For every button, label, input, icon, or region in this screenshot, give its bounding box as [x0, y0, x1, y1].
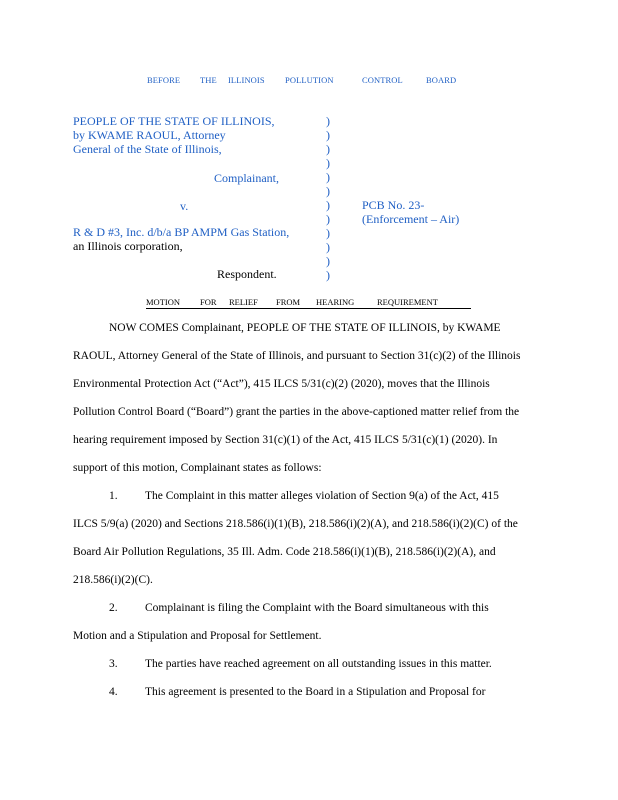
header-word: ILLINOIS: [228, 75, 265, 85]
body-line: 218.586(i)(2)(C).: [73, 574, 153, 586]
respondent-description: an Illinois corporation,: [73, 239, 183, 253]
header-word: BOARD: [426, 75, 457, 85]
body-line: RAOUL, Attorney General of the State of Illinois, and pursuant to Section 31(c)(2) of the Illinois: [73, 350, 521, 362]
motion-title-word: FROM: [276, 297, 301, 307]
body-line: The parties have reached agreement on all outstanding issues in this matter.: [145, 658, 492, 670]
body-line: Environmental Protection Act (“Act”), 415 ILCS 5/31(c)(2) (2020), moves that the Illinois: [73, 378, 490, 390]
caption-paren: ): [326, 142, 330, 156]
caption-paren: ): [326, 254, 330, 268]
motion-title-word: REQUIREMENT: [377, 297, 438, 307]
header-word: BEFORE: [147, 75, 181, 85]
caption-paren: ): [326, 198, 330, 212]
body-line: ILCS 5/9(a) (2020) and Sections 218.586(i)(1)(B), 218.586(i)(2)(A), and 218.586(i)(2)(C) of the: [73, 518, 518, 530]
caption-paren: ): [326, 268, 330, 282]
respondent-label: Respondent.: [217, 267, 277, 281]
case-number: PCB No. 23-: [362, 198, 425, 212]
plaintiff-attorney: by KWAME RAOUL, Attorney: [73, 128, 226, 142]
complainant-label: Complainant,: [214, 171, 279, 185]
body-line: Board Air Pollution Regulations, 35 Ill. Adm. Code 218.586(i)(1)(B), 218.586(i)(2)(A), and: [73, 546, 496, 558]
body-line: Motion and a Stipulation and Proposal for Settlement.: [73, 630, 322, 642]
plaintiff-name: PEOPLE OF THE STATE OF ILLINOIS,: [73, 114, 275, 128]
body-line: Pollution Control Board (“Board”) grant the parties in the above-captioned matter relief from the: [73, 406, 520, 418]
paragraph-number: 2.: [109, 602, 118, 614]
caption-paren: ): [326, 114, 330, 128]
body-line: NOW COMES Complainant, PEOPLE OF THE STATE OF ILLINOIS, by KWAME: [109, 322, 501, 334]
motion-title-word: FOR: [200, 297, 217, 307]
header-word: POLLUTION: [285, 75, 334, 85]
motion-title-word: HEARING: [316, 297, 355, 307]
caption-paren: ): [326, 212, 330, 226]
paragraph-number: 3.: [109, 658, 118, 670]
case-type: (Enforcement – Air): [362, 212, 460, 226]
versus-label: v.: [180, 199, 189, 213]
caption-paren: ): [326, 156, 330, 170]
caption-paren: ): [326, 226, 330, 240]
header-word: THE: [200, 75, 217, 85]
body-line: hearing requirement imposed by Section 31(c)(1) of the Act, 415 ILCS 5/31(c)(1) (2020). In: [73, 434, 498, 446]
respondent-name: R & D #3, Inc. d/b/a BP AMPM Gas Station,: [73, 225, 290, 239]
caption-paren: ): [326, 184, 330, 198]
paragraph-number: 1.: [109, 490, 118, 502]
plaintiff-attorney-title: General of the State of Illinois,: [73, 142, 222, 156]
motion-title-underline: [146, 308, 471, 309]
body-line: Complainant is filing the Complaint with the Board simultaneous with this: [145, 602, 489, 614]
caption-paren: ): [326, 240, 330, 254]
caption-paren: ): [326, 128, 330, 142]
motion-title-word: RELIEF: [229, 297, 258, 307]
body-line: support of this motion, Complainant states as follows:: [73, 462, 322, 474]
motion-title-word: MOTION: [146, 297, 180, 307]
body-line: The Complaint in this matter alleges violation of Section 9(a) of the Act, 415: [145, 490, 499, 502]
caption-paren: ): [326, 170, 330, 184]
paragraph-number: 4.: [109, 686, 118, 698]
header-word: CONTROL: [362, 75, 403, 85]
body-line: This agreement is presented to the Board in a Stipulation and Proposal for: [145, 686, 486, 698]
